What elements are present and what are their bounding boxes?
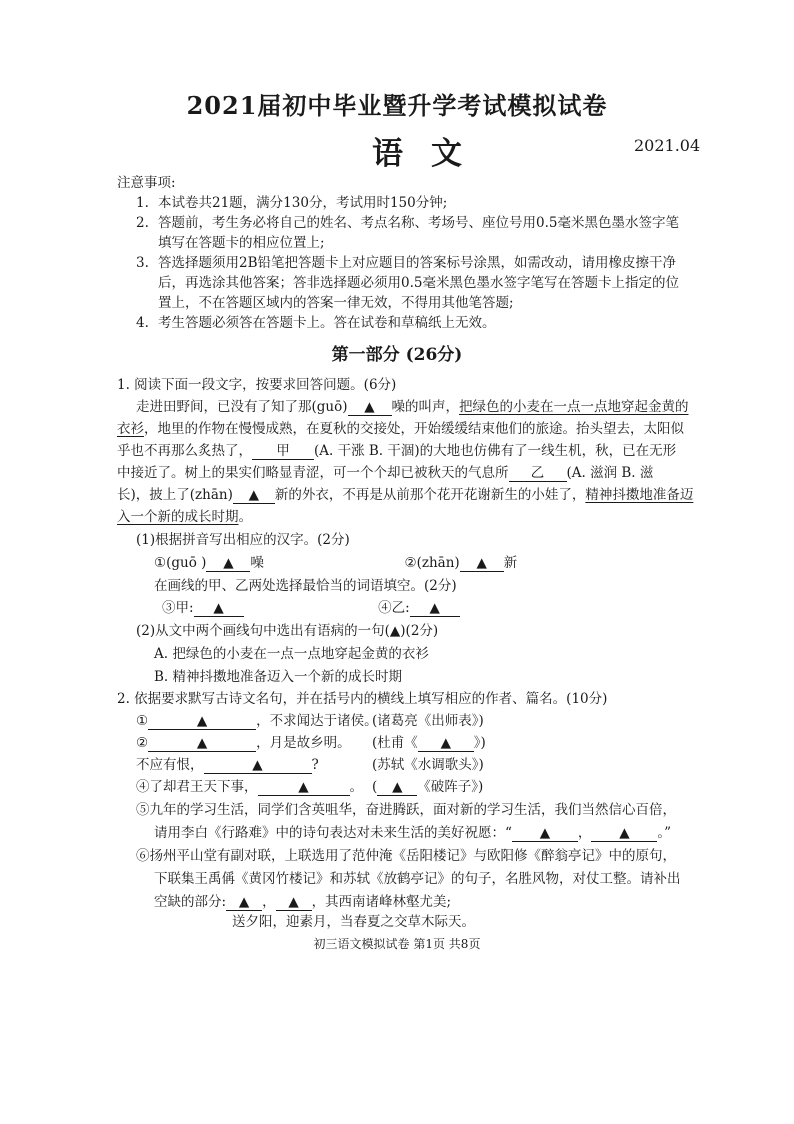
- note-number: 3.: [136, 255, 149, 271]
- poem-line-3: 不应有恨， ▲ ? (苏轼《水调歌头》): [136, 757, 484, 773]
- answer-blank[interactable]: [204, 757, 312, 774]
- underlined-sentence-b: 精神抖擞地准备迈: [585, 487, 694, 503]
- option-a[interactable]: A. 把绿色的小麦在一点一点地穿起金黄的衣衫: [154, 646, 429, 662]
- answer-blank[interactable]: [148, 713, 256, 730]
- answer-blank[interactable]: [410, 600, 460, 617]
- answer-blank[interactable]: [512, 825, 578, 842]
- page-footer: 初三语文模拟试卷 第1页 共8页: [313, 937, 481, 951]
- triangle-icon[interactable]: ▲: [389, 623, 401, 639]
- note-item-1: [136, 193, 447, 213]
- part-heading: 第一部分 (26分): [331, 345, 463, 365]
- poem-line-1: ① ▲ ，不求闻达于诸侯。 (诸葛亮《出师表》): [136, 713, 484, 729]
- triangle-icon: ▲: [196, 735, 208, 751]
- note-text: 考生答题必须答在答题卡上。答在试卷和草稿纸上无效。: [158, 315, 496, 331]
- answer-blank[interactable]: [418, 735, 474, 752]
- passage-line-2: 衣衫，地里的作物在慢慢成熟，在夏秋的交接处，开始缓缓结束他们的旅途。抬头望去，太阳似: [117, 421, 684, 437]
- note-text-continued: 置上，不在答题区域内的答案一律无效，不得用其他笔答题;: [158, 295, 514, 311]
- poem-line-5-cont: 请用李白《行路难》中的诗句表达对未来生活的美好祝愿：“ ▲ ， ▲ 。”: [154, 825, 672, 841]
- question-2-stem: 2. 依据要求默写古诗文名句，并在括号内的横线上填写相应的作者、篇名。(10分): [117, 691, 608, 707]
- answer-blank[interactable]: [226, 894, 262, 911]
- triangle-icon: ▲: [288, 894, 299, 910]
- passage-line-1: 走进田野间，已没有了知了那(guō) ▲ 噪的叫声，把绿色的小麦在一点一点地穿起金黄的: [136, 399, 689, 415]
- answer-blank[interactable]: [276, 894, 312, 911]
- answer-blank[interactable]: [348, 399, 392, 416]
- answer-blank[interactable]: [258, 779, 350, 796]
- exam-title: 2021届初中毕业暨升学考试模拟试卷: [186, 91, 608, 120]
- passage-line-3: 乎也不再那么炙热了， 甲 (A. 干涨 B. 干涸)的大地也仿佛有了一线生机，秋，已在无形: [117, 443, 677, 459]
- triangle-icon: ▲: [248, 487, 260, 503]
- triangle-icon: ▲: [196, 713, 208, 729]
- note-text: 答选择题须用2B铅笔把答题卡上对应题目的答案标号涂黑，如需改动，请用橡皮擦干净: [158, 255, 677, 271]
- answer-blank[interactable]: [233, 487, 275, 504]
- sub-question-2: (2)从文中两个画线句中选出有语病的一句(▲)(2分): [136, 623, 439, 639]
- question-1-stem: 1. 阅读下面一段文字，按要求回答问题。(6分): [117, 377, 397, 393]
- answer-blank[interactable]: [591, 825, 657, 842]
- triangle-icon: ▲: [298, 779, 309, 795]
- answer-blank[interactable]: [148, 735, 256, 752]
- passage-line-6: 入一个新的成长时期。: [117, 509, 252, 525]
- poem-line-6: ⑥扬州平山堂有副对联，上联选用了范仲淹《岳阳楼记》与欧阳修《醉翁亭记》中的原句，: [136, 848, 676, 864]
- note-item-3: [136, 253, 676, 273]
- triangle-icon: ▲: [392, 779, 403, 795]
- triangle-icon: ▲: [539, 825, 551, 841]
- exam-date: 2021.04: [634, 136, 701, 155]
- triangle-icon: ▲: [364, 399, 375, 415]
- triangle-icon: ▲: [213, 600, 224, 616]
- answer-blank[interactable]: [194, 600, 244, 617]
- poem-line-5: ⑤九年的学习生活，同学们含英咀华，奋进腾跃，面对新的学习生活，我们当然信心百倍，: [136, 802, 676, 818]
- answer-blank[interactable]: [460, 555, 504, 572]
- note-text: 本试卷共21题，满分130分，考试用时150分钟;: [158, 195, 448, 211]
- triangle-icon: ▲: [238, 894, 250, 910]
- poem-line-4: ④了却君王天下事， ▲ 。 ( ▲ 《破阵子》): [136, 779, 484, 795]
- triangle-icon: ▲: [223, 555, 234, 571]
- sub-question-1: (1)根据拼音写出相应的汉字。(2分): [136, 532, 350, 548]
- passage-line-4: 中接近了。树上的果实们略显青涩，可一个个却已被秋天的气息所 乙 (A. 滋润 B. 滋: [117, 465, 654, 481]
- note-number: 4.: [136, 315, 149, 331]
- note-text: 答题前，考生务必将自己的姓名、考点名称、考场号、座位号用0.5毫米黑色墨水签字笔: [158, 215, 679, 231]
- subject-title: 语文: [372, 136, 490, 172]
- triangle-icon: ▲: [619, 825, 630, 841]
- triangle-icon: ▲: [252, 757, 263, 773]
- option-b[interactable]: B. 精神抖擞地准备迈入一个新的成长时期: [154, 669, 403, 685]
- triangle-icon: ▲: [429, 600, 440, 616]
- note-number: 2.: [136, 215, 149, 231]
- answer-blank[interactable]: [206, 555, 250, 572]
- answer-blank-jia[interactable]: 甲: [252, 443, 314, 460]
- sub-question-1-blanks: ①(guō ) ▲ 噪 ②(zhān) ▲ 新: [154, 555, 518, 571]
- answer-blank-yi[interactable]: 乙: [509, 465, 567, 482]
- underlined-sentence-a: 把绿色的小麦在一点一点地穿起金黄的: [459, 399, 689, 415]
- triangle-icon: ▲: [440, 735, 451, 751]
- sub-question-1-part-b: 在画线的甲、乙两处选择最恰当的词语填空。(2分): [154, 578, 457, 594]
- note-text-continued: 后，再选涂其他答案；答非选择题必须用0.5毫米黑色墨水签字笔写在答题卡上指定的位: [158, 275, 679, 291]
- notes-heading: 注意事项:: [117, 175, 176, 191]
- note-item-4: [136, 313, 496, 333]
- note-text-continued: 填写在答题卡的相应位置上;: [158, 235, 325, 251]
- passage-line-5: 长)，披上了(zhān) ▲ 新的外衣，不再是从前那个花开花谢新生的小娃了，精神抖擞地准备迈: [117, 487, 694, 503]
- underlined-sentence-b-end: 入一个新的成长时期: [117, 509, 239, 525]
- poem-line-6-blanks: 空缺的部分: ▲ ， ▲ ，其西南诸峰林壑尤美;: [154, 894, 452, 910]
- underlined-sentence-a-end: 衣衫: [117, 421, 144, 437]
- sub-question-1-choice-blanks: ③甲: ▲ ④乙: ▲: [162, 598, 460, 618]
- triangle-icon: ▲: [476, 555, 487, 571]
- poem-line-7: 送夕阳，迎素月，当春夏之交草木际天。: [232, 914, 475, 930]
- poem-line-2: ② ▲ ，月是故乡明。 (杜甫《 ▲ 》): [136, 735, 486, 751]
- note-number: 1.: [136, 195, 149, 211]
- note-item-2: [136, 213, 679, 233]
- answer-blank[interactable]: [377, 779, 417, 796]
- poem-line-6-cont: 下联集王禹偁《黄冈竹楼记》和苏轼《放鹤亭记》的句子，名胜风物，对仗工整。请补出: [154, 871, 681, 887]
